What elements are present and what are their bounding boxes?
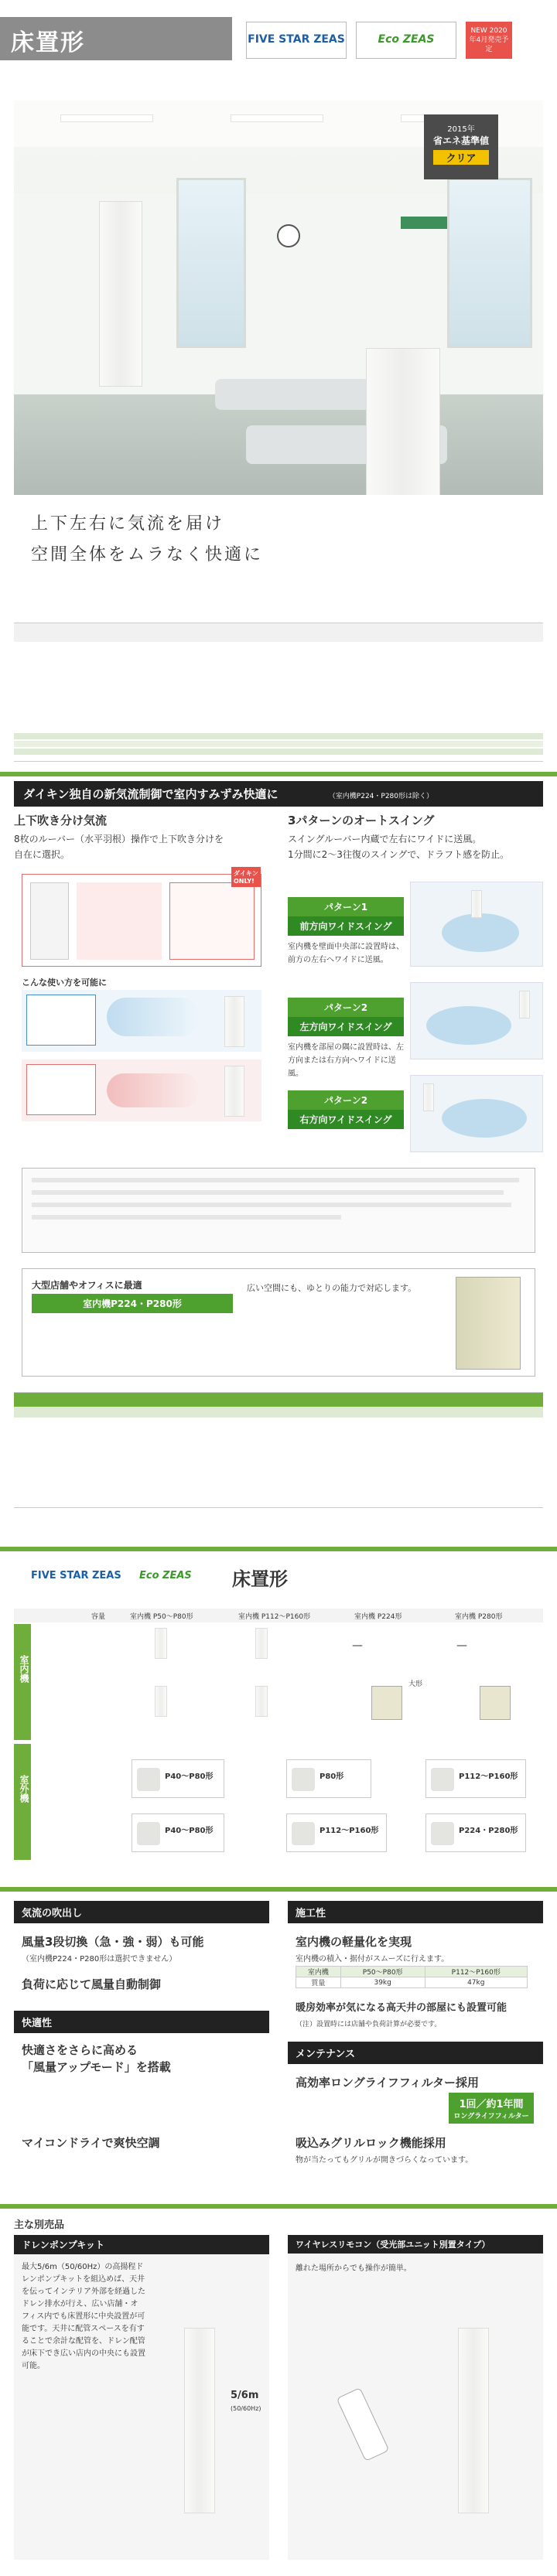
lineup-brand1: FIVE STAR ZEAS (31, 1570, 121, 1581)
award-year: 2015年 (447, 125, 475, 134)
exit-sign (401, 217, 447, 229)
install-head: 施工性 (288, 1901, 543, 1923)
feature-micon-dry: マイコンドライで爽快空調 (22, 2136, 160, 2150)
feature-3speed: 風量3段切換（急・強・弱）も可能 (22, 1935, 204, 1949)
floor-unit-front (366, 348, 440, 495)
feature-lightweight: 室内機の軽量化を実現 (296, 1935, 412, 1949)
remote-head: ワイヤレスリモコン（受光部ユニット別置タイプ） (288, 2235, 543, 2254)
lineup-brand2: Eco ZEAS (139, 1570, 192, 1581)
usage-cooling (22, 990, 261, 1052)
remote-control-image (337, 2387, 390, 2462)
indoor-label: 室内機 (14, 1624, 31, 1740)
hero-photo (14, 101, 543, 495)
drain-pump-text: 最大5/6m（50/60Hz）の高揚程ドレンポンプキットを組込めば、天井を伝ってインテリア外部を経過したドレン排水が行え、広い店舗・オフィス内でも床置形に中央設置が可能です。天井に配管スペースを有することで余計な配管を、ドレン配管が床下でき広い店内の中央にも設置可能。 (22, 2263, 145, 2370)
large-store-model: 室内機P224・P280形 (32, 1294, 233, 1313)
airflow-head: 気流の吹出し (14, 1901, 269, 1923)
lineup-title: 床置形 (232, 1568, 288, 1590)
flow-section-title: ダイキン独自の新気流制御で室内すみずみ快適に （室内機P224・P280形は除く） (14, 781, 543, 807)
pattern2-diagram (410, 982, 543, 1059)
feature-3speed-sub: （室内機P224・P280形は選択できません） (22, 1955, 177, 1964)
pattern1-diagram (410, 882, 543, 967)
pattern1-desc: 室内機を壁面中央部に設置時は、前方の左右へワイドに送風。 (288, 943, 404, 964)
pattern3-diagram (410, 1075, 543, 1152)
feature-grill-lock-sub: 物が当たってもグリルが開きづらくなっています。 (296, 2156, 473, 2165)
swing-heading: 3パターンのオートスイング (288, 814, 435, 827)
pattern1-name: 前方向ワイドスイング (288, 916, 404, 936)
swing-text: スイングルーバー内蔵で左右にワイドに送風。 1分間に2〜3往復のスイングで、ドラフト感を防止。 (288, 834, 510, 860)
wall-clock (277, 224, 300, 247)
feature-high-ceiling: 暖房効率が気になる高天井の部屋にも設置可能 (296, 2002, 507, 2014)
large-store-heading: 大型店舗やオフィスに最適 (32, 1280, 142, 1291)
feature-filter: 高効率ロングライフフィルター採用 (296, 2076, 480, 2090)
comfort-head: 快適性 (14, 2011, 269, 2033)
pattern3-label: パターン2 (288, 1090, 404, 1110)
drain-pump-head: ドレンポンプキット (14, 2235, 269, 2254)
award-clear: クリア (433, 150, 489, 165)
brand-five-star-zeas: FIVE STAR ZEAS (246, 22, 347, 59)
page-header (0, 0, 557, 77)
feature-auto-airflow: 負荷に応じて風量自動制御 (22, 1977, 162, 1991)
feature-grill-lock: 吸込みグリルロック機能採用 (296, 2136, 446, 2150)
usage-heading: こんな使い方を可能に (22, 978, 107, 988)
award-label: 省エネ基準値 (432, 135, 489, 146)
drain-pump-panel (14, 2235, 269, 2560)
notes-box (22, 1168, 535, 1253)
size-big: 大形 (408, 1680, 423, 1688)
vertical-flow-heading: 上下吹き分け気流 (14, 814, 108, 827)
hero-caption-1: 上下左右に気流を届け (31, 514, 225, 534)
pattern2-label: パターン2 (288, 998, 404, 1017)
pattern2-name: 左方向ワイドスイング (288, 1017, 404, 1036)
remote-text: 離れた場所からでも操作が簡単。 (296, 2264, 412, 2273)
pattern3-name: 右方向ワイドスイング (288, 1110, 404, 1129)
pattern1-label: パターン1 (288, 897, 404, 916)
usage-heating (22, 1059, 261, 1121)
outdoor-p4080b: P40〜P80形 (132, 1813, 224, 1852)
feature-matrix (14, 1392, 543, 1508)
p280-dash: — (456, 1639, 467, 1652)
maint-head: メンテナンス (288, 2042, 543, 2064)
pattern2-desc: 室内機を部屋の隅に設置時は、左方向または右方向へワイドに送風。 (288, 1043, 404, 1078)
filter-badge: 1回／約1年間 ロングライフフィルター (449, 2093, 534, 2124)
feature-lightweight-sub: 室内機の積入・据付がスムーズに行えます。 (296, 1955, 449, 1964)
page-title: 床置形 (0, 17, 232, 60)
daikin-only-badge: ダイキンONLY! (231, 867, 261, 887)
hero-caption-2: 空間全体をムラなく快適に (31, 545, 264, 565)
drain-height: 5/6m (231, 2390, 259, 2401)
outdoor-p224: P224・P280形 (425, 1813, 526, 1852)
outdoor-p80: P80形 (286, 1759, 371, 1798)
brand-eco-zeas: Eco ZEAS (356, 22, 456, 59)
new-release-badge: NEW 2020年4月発売予定 (466, 22, 512, 59)
energy-award-badge (424, 114, 498, 179)
remote-panel (288, 2235, 543, 2560)
outdoor-p4080: P40〜P80形 (132, 1759, 224, 1798)
large-unit-image (456, 1277, 521, 1370)
spec-matrix (14, 623, 543, 762)
outdoor-label: 室外機 (14, 1744, 31, 1860)
louver-diagram (22, 870, 261, 967)
p224-dash: — (352, 1639, 363, 1652)
drain-height-sub: (50/60Hz) (231, 2405, 261, 2412)
large-store-text: 広い空間にも、ゆとりの能力で対応します。 (247, 1283, 417, 1293)
feature-high-ceiling-sub: （注）設置時には店舗や負荷計算が必要です。 (296, 2021, 442, 2028)
lineup-header-row: 容量 室内機 P50〜P80形 室内機 P112〜P160形 室内機 P224形 室内機 P280形 (14, 1609, 543, 1622)
outdoor-p112b: P112〜P160形 (286, 1813, 387, 1852)
floor-unit-left (99, 201, 142, 387)
options-title: 主な別売品 (14, 2219, 65, 2231)
vertical-flow-text: 8枚のルーバー（水平羽根）操作で上下吹き分けを 自在に選択。 (14, 834, 224, 860)
feature-airflow-up: 快適さをさらに高める 「風量アップモード」を搭載 (22, 2043, 171, 2074)
weight-table: 室内機 P50〜P80形 P112〜P160形 質量 39kg 47kg (296, 1966, 528, 1988)
outdoor-p112: P112〜P160形 (425, 1759, 526, 1798)
large-store-box (22, 1268, 535, 1377)
